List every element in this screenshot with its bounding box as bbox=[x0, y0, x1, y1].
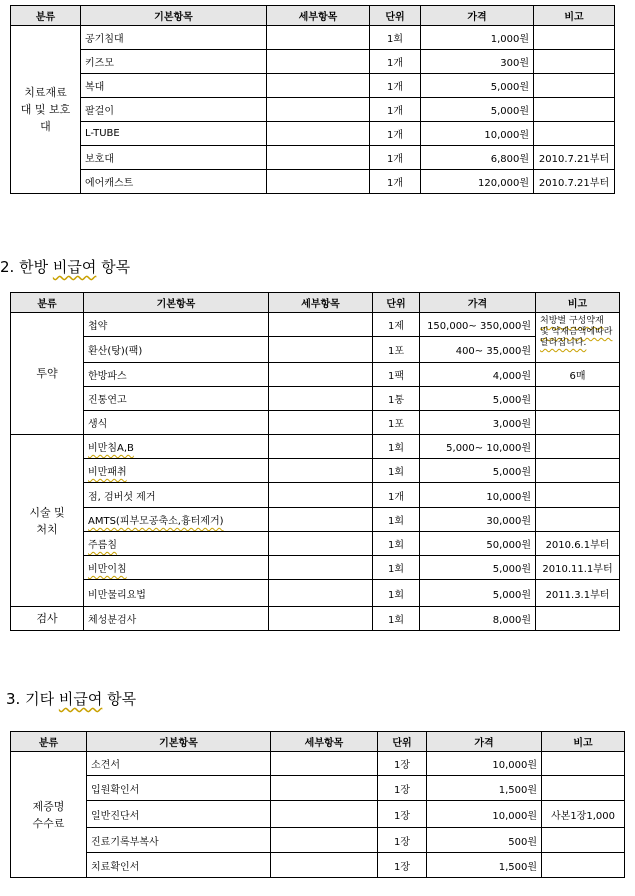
detail-cell bbox=[269, 387, 373, 411]
item-cell: 팔걸이 bbox=[81, 98, 267, 122]
header-unit: 단위 bbox=[370, 6, 421, 26]
unit-cell: 1포 bbox=[373, 337, 420, 363]
note-cell bbox=[534, 74, 615, 98]
note-cell bbox=[534, 50, 615, 74]
unit-cell: 1팩 bbox=[373, 363, 420, 387]
item-cell: 에어캐스트 bbox=[81, 170, 267, 194]
detail-cell bbox=[269, 337, 373, 363]
table-row bbox=[11, 122, 615, 146]
item-cell: 환산(탕)(팩) bbox=[84, 337, 269, 363]
table-header-row bbox=[11, 732, 625, 752]
item-cell: 비만이침 bbox=[84, 556, 269, 580]
detail-cell bbox=[269, 580, 373, 607]
header-detail: 세부항목 bbox=[271, 732, 378, 752]
price-cell: 3,000원 bbox=[420, 411, 536, 435]
table-row bbox=[11, 50, 615, 74]
table-row bbox=[11, 483, 620, 508]
note-cell: 2010.7.21부터 bbox=[534, 146, 615, 170]
unit-cell: 1회 bbox=[373, 580, 420, 607]
item-cell: 보호대 bbox=[81, 146, 267, 170]
unit-cell: 1개 bbox=[370, 170, 421, 194]
table-certificates bbox=[10, 731, 625, 878]
table-row bbox=[11, 435, 620, 459]
price-cell: 8,000원 bbox=[420, 607, 536, 631]
price-cell: 1,500원 bbox=[427, 776, 542, 801]
section-3-title-a: 기타 bbox=[25, 690, 55, 708]
detail-cell bbox=[271, 801, 378, 828]
item-cell: 일반진단서 bbox=[87, 801, 271, 828]
category-cell: 치료재료대 및 보호대 bbox=[11, 26, 81, 194]
unit-cell: 1회 bbox=[370, 26, 421, 50]
detail-cell bbox=[269, 363, 373, 387]
item-cell: 한방파스 bbox=[84, 363, 269, 387]
table-row bbox=[11, 853, 625, 878]
header-category: 분류 bbox=[11, 6, 81, 26]
price-cell: 10,000원 bbox=[427, 801, 542, 828]
unit-cell: 1개 bbox=[370, 122, 421, 146]
price-cell: 10,000원 bbox=[427, 752, 542, 776]
unit-cell: 1장 bbox=[378, 776, 427, 801]
item-cell: 생식 bbox=[84, 411, 269, 435]
price-cell: 4,000원 bbox=[420, 363, 536, 387]
price-cell: 10,000원 bbox=[421, 122, 534, 146]
category-cell: 시술 및 처치 bbox=[11, 435, 84, 607]
unit-cell: 1개 bbox=[370, 98, 421, 122]
note-cell: 2010.11.1부터 bbox=[536, 556, 620, 580]
price-cell: 5,000원 bbox=[420, 580, 536, 607]
section-2-title-c: 항목 bbox=[101, 258, 131, 276]
header-price: 가격 bbox=[421, 6, 534, 26]
price-cell: 5,000원 bbox=[421, 74, 534, 98]
detail-cell bbox=[267, 146, 370, 170]
note-cell bbox=[542, 853, 625, 878]
detail-cell bbox=[269, 435, 373, 459]
item-cell: 첩약 bbox=[84, 313, 269, 337]
detail-cell bbox=[269, 556, 373, 580]
table-row bbox=[11, 363, 620, 387]
table-row bbox=[11, 74, 615, 98]
table-row bbox=[11, 146, 615, 170]
item-cell: 진통연고 bbox=[84, 387, 269, 411]
unit-cell: 1개 bbox=[370, 146, 421, 170]
detail-cell bbox=[271, 828, 378, 853]
header-note: 비고 bbox=[534, 6, 615, 26]
detail-cell bbox=[267, 122, 370, 146]
note-cell: 2010.6.1부터 bbox=[536, 532, 620, 556]
note-cell: 6매 bbox=[536, 363, 620, 387]
header-category: 분류 bbox=[11, 293, 84, 313]
note-cell: 2011.3.1부터 bbox=[536, 580, 620, 607]
unit-cell: 1장 bbox=[378, 752, 427, 776]
detail-cell bbox=[271, 853, 378, 878]
item-cell: 진료기록부복사 bbox=[87, 828, 271, 853]
header-item: 기본항목 bbox=[87, 732, 271, 752]
price-cell: 120,000원 bbox=[421, 170, 534, 194]
unit-cell: 1회 bbox=[373, 607, 420, 631]
detail-cell bbox=[269, 411, 373, 435]
unit-cell: 1회 bbox=[373, 532, 420, 556]
header-item: 기본항목 bbox=[81, 6, 267, 26]
header-note: 비고 bbox=[542, 732, 625, 752]
price-cell: 50,000원 bbox=[420, 532, 536, 556]
table-row bbox=[11, 98, 615, 122]
table-row bbox=[11, 801, 625, 828]
price-cell: 300원 bbox=[421, 50, 534, 74]
unit-cell: 1개 bbox=[370, 74, 421, 98]
unit-cell: 1제 bbox=[373, 313, 420, 337]
item-cell: 비만패취 bbox=[84, 459, 269, 483]
detail-cell bbox=[269, 313, 373, 337]
item-cell: 체성분검사 bbox=[84, 607, 269, 631]
note-cell bbox=[534, 26, 615, 50]
detail-cell bbox=[271, 752, 378, 776]
section-3-number: 3. bbox=[6, 690, 21, 708]
table-row bbox=[11, 580, 620, 607]
price-cell: 5,000원 bbox=[420, 387, 536, 411]
category-cell: 제증명 수수료 bbox=[11, 752, 87, 878]
item-cell: 입원확인서 bbox=[87, 776, 271, 801]
section-3-title-b: 비급여 bbox=[58, 690, 103, 708]
detail-cell bbox=[267, 74, 370, 98]
table-row bbox=[11, 170, 615, 194]
note-cell bbox=[536, 607, 620, 631]
note-cell: 사본1장1,000 bbox=[542, 801, 625, 828]
price-cell: 1,500원 bbox=[427, 853, 542, 878]
note-cell bbox=[542, 752, 625, 776]
note-cell bbox=[536, 459, 620, 483]
unit-cell: 1개 bbox=[373, 483, 420, 508]
section-2-title-b: 비급여 bbox=[52, 258, 97, 276]
table-row bbox=[11, 387, 620, 411]
header-detail: 세부항목 bbox=[267, 6, 370, 26]
price-cell: 10,000원 bbox=[420, 483, 536, 508]
price-cell: 5,000원 bbox=[420, 459, 536, 483]
header-unit: 단위 bbox=[373, 293, 420, 313]
unit-cell: 1장 bbox=[378, 801, 427, 828]
item-cell: 비만침A,B bbox=[84, 435, 269, 459]
detail-cell bbox=[269, 532, 373, 556]
section-3-title-c: 항목 bbox=[107, 690, 137, 708]
category-cell: 검사 bbox=[11, 607, 84, 631]
section-2-heading bbox=[0, 256, 130, 277]
item-cell: AMTS(피부모공축소,흉터제거) bbox=[84, 508, 269, 532]
table-row bbox=[11, 532, 620, 556]
table-row bbox=[11, 508, 620, 532]
unit-cell: 1회 bbox=[373, 435, 420, 459]
price-cell: 1,000원 bbox=[421, 26, 534, 50]
unit-cell: 1장 bbox=[378, 853, 427, 878]
category-cell: 투약 bbox=[11, 313, 84, 435]
unit-cell: 1회 bbox=[373, 459, 420, 483]
item-cell: L-TUBE bbox=[81, 122, 267, 146]
table-header-row bbox=[11, 293, 620, 313]
price-cell: 5,000원 bbox=[420, 556, 536, 580]
unit-cell: 1개 bbox=[370, 50, 421, 74]
note-cell bbox=[534, 122, 615, 146]
header-note: 비고 bbox=[536, 293, 620, 313]
item-cell: 점, 검버섯 제거 bbox=[84, 483, 269, 508]
item-cell: 공기침대 bbox=[81, 26, 267, 50]
note-cell bbox=[536, 435, 620, 459]
item-cell: 주름침 bbox=[84, 532, 269, 556]
detail-cell bbox=[269, 508, 373, 532]
section-3-heading bbox=[6, 688, 136, 709]
detail-cell bbox=[269, 483, 373, 508]
table-treatment-materials bbox=[10, 5, 615, 194]
detail-cell bbox=[269, 459, 373, 483]
header-price: 가격 bbox=[427, 732, 542, 752]
table-row bbox=[11, 776, 625, 801]
section-2-number: 2. bbox=[0, 258, 15, 276]
note-cell-merged: 처방별 구성약재 및 약재금액에따라달라집니다. bbox=[536, 313, 620, 363]
note-cell: 2010.7.21부터 bbox=[534, 170, 615, 194]
price-cell: 500원 bbox=[427, 828, 542, 853]
detail-cell bbox=[267, 98, 370, 122]
note-cell bbox=[536, 483, 620, 508]
table-row bbox=[11, 828, 625, 853]
table-row bbox=[11, 752, 625, 776]
price-cell: 5,000원 bbox=[421, 98, 534, 122]
price-cell: 5,000~ 10,000원 bbox=[420, 435, 536, 459]
table-header-row bbox=[11, 6, 615, 26]
unit-cell: 1회 bbox=[373, 556, 420, 580]
item-cell: 키즈모 bbox=[81, 50, 267, 74]
price-cell: 6,800원 bbox=[421, 146, 534, 170]
table-row bbox=[11, 26, 615, 50]
item-cell: 비만물리요법 bbox=[84, 580, 269, 607]
unit-cell: 1장 bbox=[378, 828, 427, 853]
note-cell bbox=[536, 508, 620, 532]
unit-cell: 1회 bbox=[373, 508, 420, 532]
unit-cell: 1포 bbox=[373, 411, 420, 435]
detail-cell bbox=[269, 607, 373, 631]
note-cell bbox=[542, 776, 625, 801]
header-price: 가격 bbox=[420, 293, 536, 313]
item-cell: 치료확인서 bbox=[87, 853, 271, 878]
detail-cell bbox=[267, 170, 370, 194]
header-category: 분류 bbox=[11, 732, 87, 752]
unit-cell: 1통 bbox=[373, 387, 420, 411]
table-row bbox=[11, 556, 620, 580]
table-row bbox=[11, 607, 620, 631]
detail-cell bbox=[267, 26, 370, 50]
price-cell: 30,000원 bbox=[420, 508, 536, 532]
header-item: 기본항목 bbox=[84, 293, 269, 313]
table-row bbox=[11, 337, 620, 363]
note-cell bbox=[536, 411, 620, 435]
detail-cell bbox=[267, 50, 370, 74]
price-cell: 150,000~ 350,000원 bbox=[420, 313, 536, 337]
note-cell bbox=[536, 387, 620, 411]
price-cell: 400~ 35,000원 bbox=[420, 337, 536, 363]
table-row bbox=[11, 313, 620, 337]
detail-cell bbox=[271, 776, 378, 801]
item-cell: 복대 bbox=[81, 74, 267, 98]
header-detail: 세부항목 bbox=[269, 293, 373, 313]
header-unit: 단위 bbox=[378, 732, 427, 752]
table-row bbox=[11, 411, 620, 435]
table-oriental-medicine bbox=[10, 292, 620, 631]
note-cell bbox=[542, 828, 625, 853]
note-cell bbox=[534, 98, 615, 122]
section-2-title-a: 한방 bbox=[19, 258, 49, 276]
item-cell: 소견서 bbox=[87, 752, 271, 776]
table-row bbox=[11, 459, 620, 483]
